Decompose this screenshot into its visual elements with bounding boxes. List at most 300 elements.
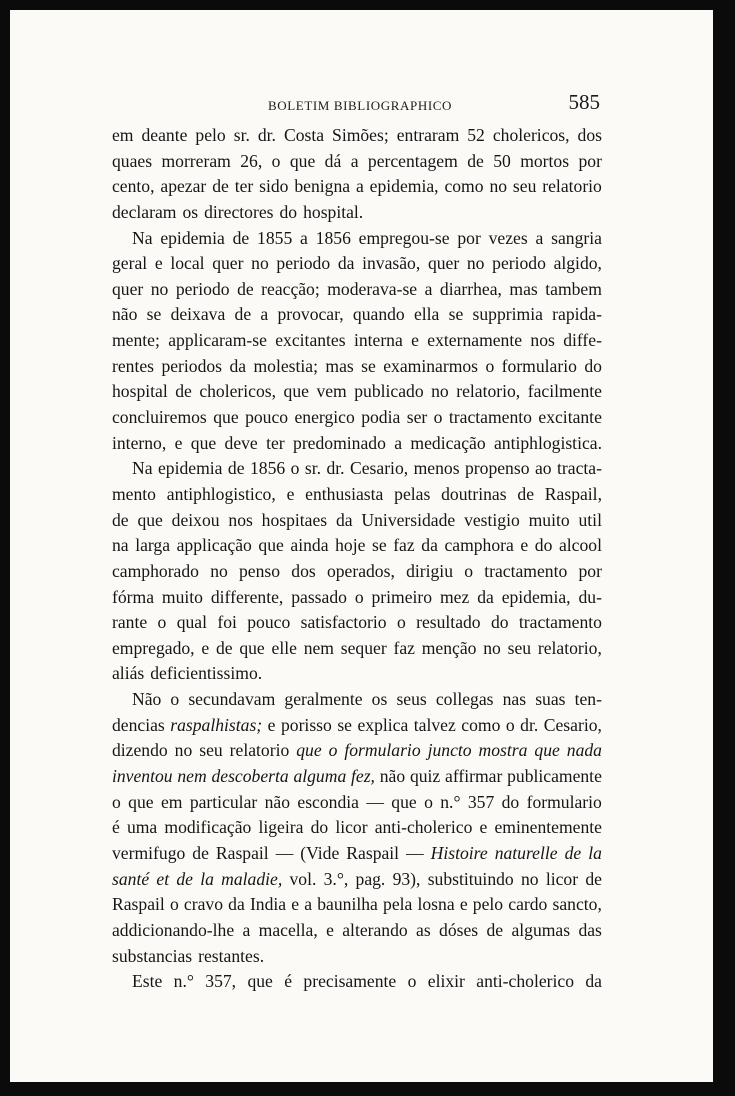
word: formulario xyxy=(501,355,577,376)
word: empregou-se xyxy=(358,227,450,248)
word: dizendo xyxy=(112,740,168,761)
word: por xyxy=(578,150,602,171)
word: rante xyxy=(112,612,148,633)
word: do xyxy=(279,201,298,222)
word: do xyxy=(584,355,602,376)
word: externamente xyxy=(427,330,523,351)
word: supprimia xyxy=(472,304,543,325)
word: Universidade xyxy=(361,509,456,530)
word: no xyxy=(483,637,501,658)
word: de xyxy=(212,176,229,197)
word: escondia xyxy=(297,791,359,812)
word: entraram xyxy=(396,125,460,145)
word: Simões; xyxy=(332,125,389,145)
word: nada xyxy=(566,740,602,761)
word: rapida- xyxy=(552,304,602,325)
word: o xyxy=(170,689,180,710)
word: o xyxy=(169,894,179,915)
word: macella, xyxy=(258,919,318,940)
text-line xyxy=(112,328,602,354)
word: o xyxy=(290,458,300,479)
text-line xyxy=(112,405,602,431)
text-line xyxy=(112,226,602,252)
word: pelo xyxy=(472,894,504,915)
word: — xyxy=(406,842,424,863)
word: losna xyxy=(417,894,455,915)
word: periodo xyxy=(276,253,331,274)
word: mas xyxy=(325,355,354,376)
word: seu xyxy=(199,740,223,761)
word: a xyxy=(535,227,544,248)
book-page xyxy=(10,10,713,1082)
word: sr. xyxy=(304,458,321,479)
word: ser xyxy=(406,407,428,428)
word: a xyxy=(355,176,364,197)
word: dá xyxy=(324,150,342,171)
word: licor xyxy=(335,817,368,838)
word: de xyxy=(215,637,233,658)
text-line xyxy=(112,482,602,508)
word: excitante xyxy=(538,407,602,428)
word: o xyxy=(157,612,167,633)
word: e xyxy=(291,894,300,915)
word: deixou xyxy=(171,509,220,530)
word: maladie, xyxy=(221,868,283,889)
word: quer xyxy=(112,278,144,299)
word: suas xyxy=(535,689,566,710)
word: ter xyxy=(234,176,254,197)
word: relatorio, xyxy=(456,381,521,402)
word: de xyxy=(192,842,209,863)
word: da xyxy=(228,894,245,915)
word: relatorio xyxy=(229,740,290,761)
word: o xyxy=(407,971,417,992)
word: ao xyxy=(534,458,552,479)
text-line xyxy=(112,610,602,636)
word: nem xyxy=(303,637,334,658)
word: Histoire xyxy=(430,842,488,863)
word: que xyxy=(247,971,273,992)
word: (Vide xyxy=(300,842,340,863)
word: Raspail xyxy=(215,842,269,863)
word: epidemia, xyxy=(369,176,439,197)
word: qual xyxy=(176,612,207,633)
word: que xyxy=(128,791,154,812)
word: n.° xyxy=(173,971,194,992)
word: 50 xyxy=(493,150,511,171)
word: examinarmos xyxy=(383,355,479,376)
word: 1856 xyxy=(315,227,351,248)
word: pouco xyxy=(245,407,289,428)
word: mento xyxy=(112,483,156,504)
word: Raspail xyxy=(112,894,165,915)
word: deve xyxy=(224,432,258,453)
word: util xyxy=(578,509,602,530)
word: addicionando-lhe xyxy=(112,919,235,940)
word: uma xyxy=(126,817,158,838)
word: passado xyxy=(291,586,347,607)
word: Na xyxy=(132,227,153,248)
word: o xyxy=(424,791,433,812)
word: facilmente xyxy=(527,381,602,402)
word: dr. xyxy=(257,125,276,145)
word: que xyxy=(137,509,163,530)
word: do xyxy=(310,817,329,838)
word: vol. xyxy=(289,868,317,889)
word: da xyxy=(335,509,353,530)
word: seu xyxy=(507,637,532,658)
word: tractamento xyxy=(484,560,568,581)
word: que xyxy=(239,637,265,658)
word: alguma xyxy=(293,766,347,787)
word: deixava xyxy=(170,304,226,325)
word: se xyxy=(146,304,162,325)
word: e xyxy=(267,714,276,735)
word: cravo xyxy=(183,894,223,915)
word: nos xyxy=(228,509,253,530)
word: seu xyxy=(512,176,537,197)
word: morreram xyxy=(161,150,231,171)
word: — xyxy=(366,791,384,812)
word: operados, xyxy=(326,560,395,581)
word: primeiro xyxy=(371,586,433,607)
word: e xyxy=(201,637,210,658)
word: deficientissimo. xyxy=(150,663,263,684)
word: periodos xyxy=(161,355,223,376)
word: Raspail xyxy=(346,842,400,863)
word: ainda xyxy=(290,535,329,556)
word: Este xyxy=(132,971,163,992)
word: hospitaes xyxy=(261,509,328,530)
word: camphorado xyxy=(112,560,199,581)
word: faz xyxy=(393,637,415,658)
word: algido, xyxy=(553,253,602,274)
word: o xyxy=(112,791,121,812)
word: excitantes xyxy=(275,330,346,351)
word: ten- xyxy=(574,689,602,710)
word: epidemia, xyxy=(501,586,571,607)
word: anti-cholerico xyxy=(476,971,574,992)
word: epidemia xyxy=(157,458,223,479)
text-line xyxy=(112,585,602,611)
word: se xyxy=(371,535,387,556)
text-line xyxy=(112,123,602,149)
word: tambem xyxy=(545,278,602,299)
word: empregado, xyxy=(112,637,195,658)
word: modificação xyxy=(164,817,252,838)
word: o xyxy=(433,407,443,428)
word: concluiremos xyxy=(112,407,207,428)
word: nos xyxy=(530,330,555,351)
word: o xyxy=(505,714,515,735)
text-line xyxy=(112,867,602,893)
word: fórma xyxy=(112,586,155,607)
word: os xyxy=(371,689,388,710)
word: porisso xyxy=(280,714,332,735)
word: sequer xyxy=(340,637,387,658)
word: interna xyxy=(353,330,403,351)
word: menção xyxy=(421,637,477,658)
word: e xyxy=(286,483,295,504)
word: naturelle xyxy=(494,842,558,863)
word: hoje xyxy=(335,535,366,556)
word: substancias xyxy=(112,945,193,966)
word: doutrinas xyxy=(441,483,507,504)
word: 1855 xyxy=(257,227,293,248)
word: tractamento xyxy=(448,407,532,428)
word: os xyxy=(182,201,199,222)
text-line xyxy=(112,969,602,995)
word: como xyxy=(444,176,484,197)
text-line xyxy=(112,815,602,841)
word: seus xyxy=(396,689,427,710)
word: quando xyxy=(352,304,405,325)
word: e xyxy=(411,330,419,351)
word: quer xyxy=(427,253,460,274)
word: n.° xyxy=(440,791,461,812)
word: relatorio, xyxy=(537,637,602,658)
running-title: BOLETIM BIBLIOGRAPHICO xyxy=(268,98,453,113)
word: medicação xyxy=(410,432,486,453)
word: applicação xyxy=(176,535,252,556)
word: camphora xyxy=(444,535,514,556)
word: o xyxy=(354,586,364,607)
word: o xyxy=(396,612,406,633)
word: Cesario, xyxy=(543,714,602,735)
word: da xyxy=(477,586,494,607)
word: a xyxy=(424,278,433,299)
word: sr. xyxy=(233,125,250,145)
word: dr. xyxy=(520,714,539,735)
word: alcool xyxy=(558,535,602,556)
word: que xyxy=(296,740,322,761)
text-line xyxy=(112,841,602,867)
word: no xyxy=(466,253,485,274)
word: publicado xyxy=(354,381,424,402)
word: foi xyxy=(217,612,237,633)
word: et xyxy=(156,868,170,889)
word: no xyxy=(431,381,449,402)
word: pela xyxy=(383,894,413,915)
word: larga xyxy=(135,535,171,556)
word: em xyxy=(112,125,134,145)
word: dr. xyxy=(326,458,345,479)
word: raspalhistas; xyxy=(170,714,263,735)
word: eminentemente xyxy=(494,817,602,838)
word: — xyxy=(275,842,294,863)
word: mas xyxy=(509,278,538,299)
text-line xyxy=(112,251,602,277)
body-text xyxy=(112,123,602,995)
word: hospital. xyxy=(303,201,364,222)
word: que xyxy=(289,150,316,171)
word: ella xyxy=(413,304,440,325)
word: sangria xyxy=(551,227,602,248)
word: cholericos, xyxy=(492,125,570,145)
text-line xyxy=(112,354,602,380)
word: secundavam xyxy=(188,689,276,710)
word: que xyxy=(534,740,560,761)
word: e xyxy=(520,535,529,556)
text-line xyxy=(112,302,602,328)
word: sancto, xyxy=(552,894,602,915)
word: de xyxy=(232,227,250,248)
word: pag. xyxy=(355,868,386,889)
word: faz xyxy=(393,535,415,556)
word: la xyxy=(200,868,214,889)
word: energico xyxy=(294,407,355,428)
word: molestia; xyxy=(253,355,318,376)
text-line xyxy=(112,174,602,200)
word: talvez xyxy=(413,714,456,735)
word: a xyxy=(242,919,251,940)
word: Cesario, xyxy=(350,458,409,479)
word: é xyxy=(284,971,293,992)
word: pelo xyxy=(195,125,226,145)
word: por xyxy=(578,560,602,581)
word: geral xyxy=(112,253,148,274)
word: substituindo xyxy=(427,868,514,889)
word: dóses xyxy=(439,919,479,940)
word: Na xyxy=(132,458,153,479)
word: ligeira xyxy=(258,817,304,838)
word: cardo xyxy=(508,894,548,915)
word: como xyxy=(461,714,501,735)
word: santé xyxy=(112,868,150,889)
word: precisamente xyxy=(303,971,397,992)
word: Não xyxy=(132,689,162,710)
word: 93), xyxy=(392,868,421,889)
word: dos xyxy=(291,560,316,581)
word: algumas xyxy=(511,919,571,940)
word: anti-cholerico xyxy=(374,817,473,838)
word: de xyxy=(486,919,504,940)
word: no xyxy=(489,176,508,197)
word: benigna xyxy=(294,176,351,197)
text-line xyxy=(112,379,602,405)
word: nem xyxy=(177,766,207,787)
word: periodo xyxy=(492,253,546,274)
word: elixir xyxy=(427,971,465,992)
word: formulario xyxy=(526,791,602,812)
text-line xyxy=(112,918,602,944)
word: India xyxy=(249,894,287,915)
text-line xyxy=(112,764,602,790)
word: cholericos, xyxy=(199,381,277,402)
word: 357, xyxy=(205,971,237,992)
word: quiz xyxy=(409,766,441,787)
word: a xyxy=(394,432,403,453)
word: o xyxy=(464,560,474,581)
word: affirmar xyxy=(445,766,503,787)
text-line xyxy=(112,431,602,457)
word: no xyxy=(210,560,228,581)
word: particular xyxy=(189,791,258,812)
word: antiphlogistico, xyxy=(166,483,276,504)
word: juncto xyxy=(427,740,472,761)
word: declaram xyxy=(112,201,177,222)
text-line xyxy=(112,892,602,918)
word: da xyxy=(421,535,438,556)
word: muito xyxy=(161,586,203,607)
word: dencias xyxy=(112,714,165,735)
word: o xyxy=(485,355,495,376)
word: baunilha xyxy=(317,894,378,915)
word: predominado xyxy=(293,432,386,453)
text-line xyxy=(112,790,602,816)
word: reacção; xyxy=(261,278,320,299)
word: a xyxy=(260,304,269,325)
word: nas xyxy=(502,689,527,710)
text-line xyxy=(112,277,602,303)
word: restantes. xyxy=(198,945,265,966)
word: que xyxy=(190,432,217,453)
word: aliás xyxy=(112,663,145,684)
word: de xyxy=(234,304,252,325)
word: não xyxy=(379,766,406,787)
word: rentes xyxy=(112,355,155,376)
word: interno, xyxy=(112,432,167,453)
word: não xyxy=(264,791,291,812)
word: formulario xyxy=(344,740,421,761)
word: do xyxy=(490,612,509,633)
word: moderava-se xyxy=(327,278,418,299)
word: de xyxy=(517,483,534,504)
word: no xyxy=(520,868,539,889)
word: tracta- xyxy=(557,458,602,479)
word: vem xyxy=(316,381,347,402)
text-line xyxy=(112,738,602,764)
word: directores xyxy=(204,201,274,222)
word: geralmente xyxy=(284,689,363,710)
word: alterando xyxy=(342,919,408,940)
word: descoberta xyxy=(211,766,289,787)
word: o xyxy=(271,150,281,171)
word: do xyxy=(534,535,553,556)
word: e xyxy=(326,919,334,940)
word: no xyxy=(174,740,193,761)
word: de xyxy=(176,868,193,889)
word: no xyxy=(251,253,269,274)
word: local xyxy=(170,253,205,274)
word: é xyxy=(112,817,120,838)
word: resultado xyxy=(416,612,481,633)
word: 1856 xyxy=(249,458,286,479)
text-line xyxy=(112,533,602,559)
word: não xyxy=(112,304,138,325)
word: percentagem xyxy=(367,150,458,171)
word: hospital xyxy=(112,381,168,402)
word: muito xyxy=(528,509,570,530)
word: o xyxy=(328,740,338,761)
word: mez xyxy=(439,586,470,607)
word: de xyxy=(112,509,129,530)
word: 52 xyxy=(467,125,485,145)
word: menos xyxy=(413,458,460,479)
word: de xyxy=(564,842,582,863)
word: sido xyxy=(259,176,289,197)
text-line xyxy=(112,508,602,534)
word: epidemia xyxy=(160,227,225,248)
page-number: 585 xyxy=(568,90,600,114)
word: no xyxy=(150,278,169,299)
word: e xyxy=(479,817,488,838)
word: differente, xyxy=(210,586,284,607)
word: diffe- xyxy=(563,330,602,351)
word: de xyxy=(467,150,484,171)
word: se xyxy=(361,355,376,376)
word: elle xyxy=(271,637,297,658)
